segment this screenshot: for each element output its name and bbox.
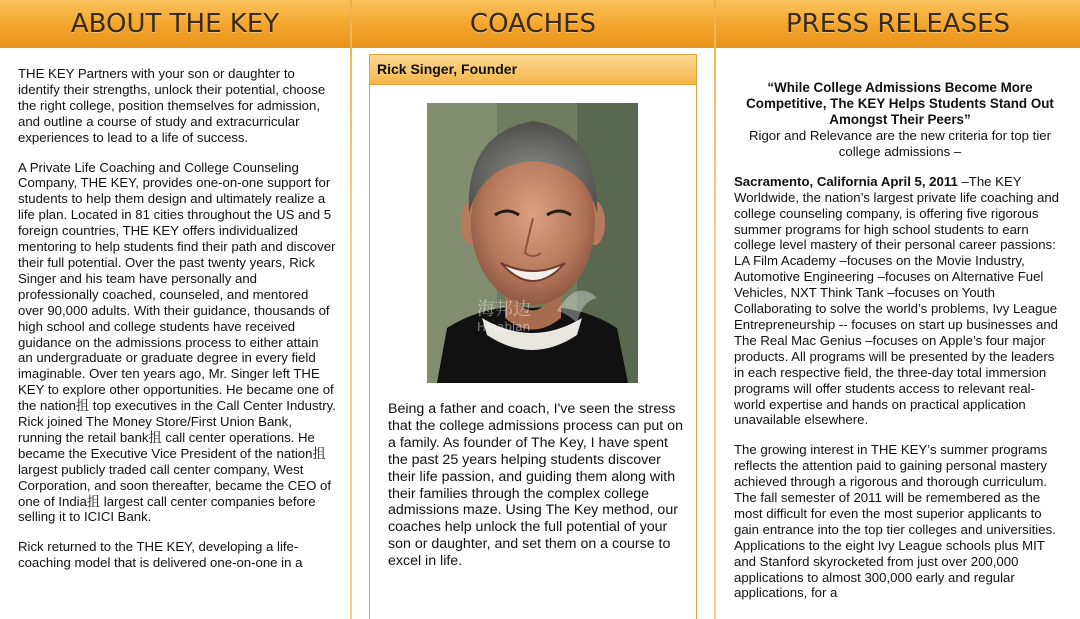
about-body bbox=[0, 48, 350, 571]
coach-bio: Being a father and coach, I've seen the stress that the college admissions process can put on a family. As founder of The Key, I have spent the past 25 years helping students discover their life passion, and guiding them along with their families through the complex college admissions maze. Using The Key method, our coaches help unlock the full potential of your son or daughter, and set them on a course to excel in life. bbox=[388, 401, 683, 570]
press-paragraph-1 bbox=[734, 174, 1066, 429]
press-headline: “While College Admissions Become More Competitive, The KEY Helps Students Stand Out Amongst Their Peers” bbox=[746, 80, 1054, 127]
press-column bbox=[716, 0, 1080, 619]
press-dateline: Sacramento, California April 5, 2011 bbox=[734, 173, 958, 189]
coaches-column bbox=[352, 0, 714, 619]
about-header: ABOUT THE KEY bbox=[0, 0, 350, 48]
watermark-en: Hinabian bbox=[477, 320, 531, 334]
coaches-header: COACHES bbox=[352, 0, 714, 48]
press-header: PRESS RELEASES bbox=[716, 0, 1080, 48]
coach-card bbox=[369, 54, 697, 619]
about-paragraph-3: Rick returned to the THE KEY, developing a life-coaching model that is delivered one-on-one in a bbox=[18, 539, 303, 571]
about-paragraph-2: A Private Life Coaching and College Counseling Company, THE KEY, provides one-on-one support for students to help them design and ultimately realize a life plan. Located in 81 cities throughout the US and 5 foreign countries, THE KEY offers individualized mentoring to help students find their path and discover their full potential. Over the past twenty years, Rick Singer and his team have personally and professionally coached, counseled, and mentored over 90,000 adults. With their guidance, thousands of high school and college students have received guidance on the admissions process to either attain an undergraduate or graduate degree in every field imaginable. Over ten years ago, Mr. Singer left THE KEY to explore other opportunities. He became one of the nation抯 top executives in the Call Center Industry. Rick joined The Money Store/First Union Bank, running the retail bank抯 call center operations. He became the Executive Vice President of the nation抯 largest publicly traded call center company, West Corporation, and soon thereafter, became the CEO of one of India抯 largest call center companies before selling it to ICICI Bank. bbox=[18, 159, 336, 525]
about-paragraph-1: THE KEY Partners with your son or daughter to identify their strengths, unlock their potential, choose the right college, position themselves for admission, and outline a course of study and extracurricular experiences to lead to a life of success. bbox=[18, 66, 326, 145]
press-subheadline: Rigor and Relevance are the new criteria for top tier college admissions – bbox=[749, 128, 1051, 159]
press-paragraph-1-text: –The KEY Worldwide, the nation’s largest private life coaching and college counseling company, is offering five rigorous summer programs for high school students to earn college level mastery of their personal career passions: LA Film Academy –focuses on the Movie Industry, Automotive Engineering –focuses on Alternative Fuel Vehicles, NXT Think Tank –focuses on Youth Collaborating to solve the world’s problems, Ivy League Entrepreneurship -- focuses on start up businesses and The Real Mac Genius –focuses on Apple’s four major products. All programs will be presented by the leaders in each respective field, the three-day total immersion programs will offer students access to relevant real-world expertise and hands on practical application unavailable elsewhere. bbox=[734, 173, 1059, 428]
coach-name: Rick Singer, Founder bbox=[370, 55, 696, 85]
watermark-cn: 海邦边 bbox=[477, 299, 531, 320]
coach-photo bbox=[427, 103, 638, 383]
about-column bbox=[0, 0, 350, 619]
press-paragraph-2: The growing interest in THE KEY’s summer programs reflects the attention paid to gaining personal mastery achieved through a rigorous and thorough curriculum. The fall semester of 2011 will be remembered as the most difficult for even the most superior applicants to gain entrance into the top tier colleges and universities. Applications to the eight Ivy League schools plus MIT and Stanford skyrocketed from just over 200,000 applications to almost 300,000 early and regular applications, for a bbox=[734, 442, 1056, 601]
coach-portrait-image bbox=[427, 103, 638, 383]
press-body bbox=[716, 48, 1080, 601]
